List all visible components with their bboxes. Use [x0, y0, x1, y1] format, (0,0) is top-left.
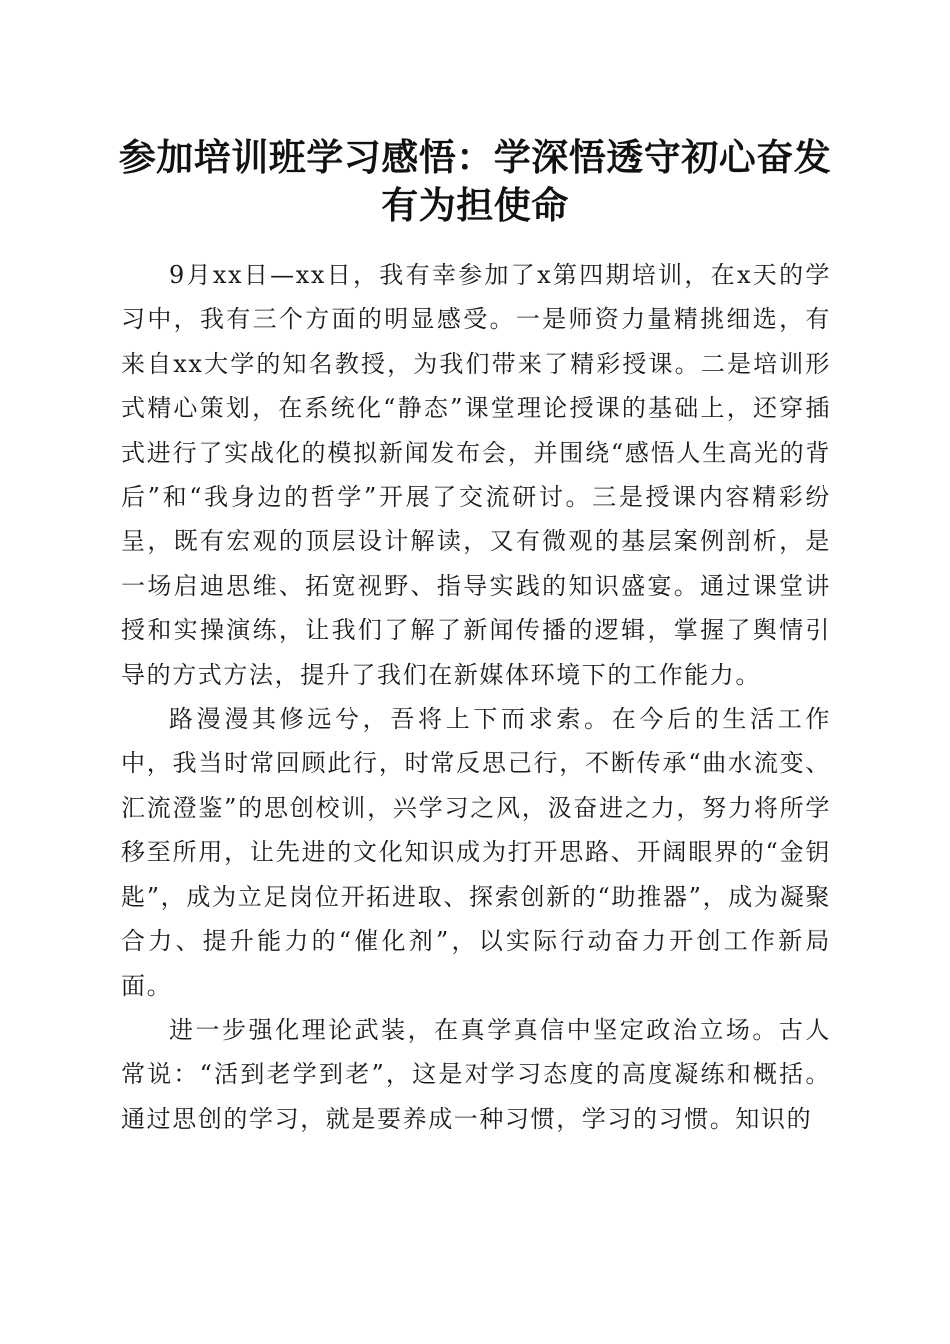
- paragraph-1: 9月xx日—xx日，我有幸参加了x第四期培训，在x天的学习中，我有三个方面的明显感受。一是师资力量精挑细选，有来自xx大学的知名教授，为我们带来了精彩授课。二是培训形式精心策划，在系统化“静态”课堂理论授课的基础上，还穿插式进行了实战化的模拟新闻发布会，并围绕“感悟人生高光的背后”和“我身边的哲学”开展了交流研讨。三是授课内容精彩纷呈，既有宏观的顶层设计解读，又有微观的基层案例剖析，是一场启迪思维、拓宽视野、指导实践的知识盛宴。通过课堂讲授和实操演练，让我们了解了新闻传播的逻辑，掌握了舆情引导的方式方法，提升了我们在新媒体环境下的工作能力。: [121, 261, 831, 689]
- document-body: [121, 253, 831, 1141]
- document-title: 参加培训班学习感悟：学深悟透守初心奋发有为担使命: [118, 135, 832, 227]
- paragraph-3: 进一步强化理论武装，在真学真信中坚定政治立场。古人常说：“活到老学到老”，这是对学习态度的高度凝练和概括。通过思创的学习，就是要养成一种习惯，学习的习惯。知识的: [121, 1015, 831, 1133]
- paragraph-2: 路漫漫其修远兮，吾将上下而求索。在今后的生活工作中，我当时常回顾此行，时常反思己行，不断传承“曲水流变、汇流澄鉴”的思创校训，兴学习之风，汲奋进之力，努力将所学移至所用，让先进的文化知识成为打开思路、开阔眼界的“金钥匙”，成为立足岗位开拓进取、探索创新的“助推器”，成为凝聚合力、提升能力的“催化剂”，以实际行动奋力开创工作新局面。: [121, 705, 831, 1000]
